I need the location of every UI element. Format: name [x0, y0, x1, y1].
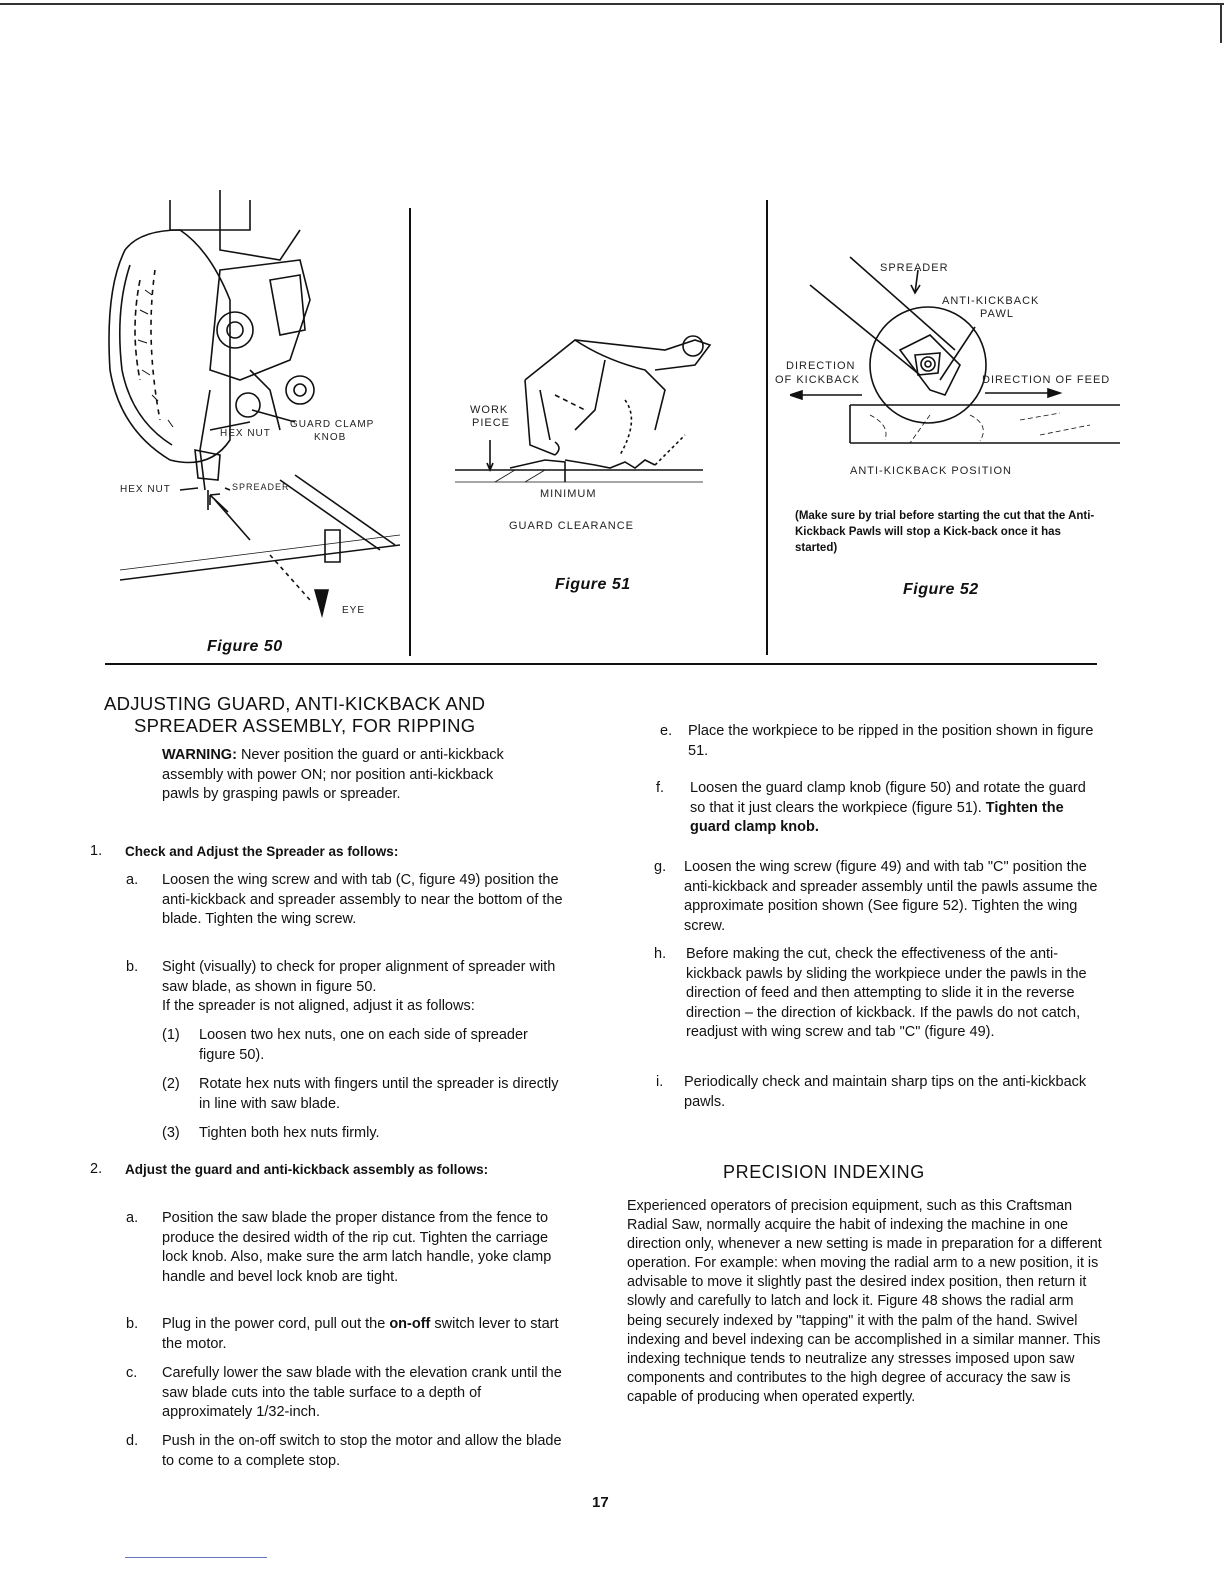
fig50-label-knob: KNOB [314, 432, 347, 443]
warning-text: Never position the guard or anti-kickback assembly with power ON; nor position anti-kickback pawls by grasping pawls or spreader. [162, 747, 504, 802]
precision-indexing-text: Experienced operators of precision equipment, such as this Craftsman Radial Saw, normally acquire the habit of indexing the machine in one direction only, whenever a new setting is made in preparation for a different operation. For example: when moving the radial arm to a new position, it is advisable to move it slightly past the desired index position, then return it slowly and carefully to latch and lock it. Figure 48 shows the radial arm being securely indexed by "tapping" it with the palm of the hand. Swivel indexing and bevel indexing can be accomplished in a similar manner. This indexing technique tends to neutralize any stresses imposed upon saw components and contributes to the high degree of accuracy the saw is capable of producing when operated expertly. [627, 1198, 1102, 1405]
fig52-label-spreader: SPREADER [880, 262, 949, 274]
step-2-number: 2. [90, 1161, 103, 1177]
section-heading-precision-indexing: PRECISION INDEXING [723, 1162, 925, 1182]
figure-50-caption: Figure 50 [207, 638, 283, 655]
step-f-mark: f. [656, 780, 665, 796]
fig50-label-spreader: SPREADER [232, 482, 290, 492]
step-g-text: Loosen the wing screw (figure 49) and with tab "C" position the anti-kickback and spreader assembly until the pawls assume the approximate position shown (See figure 52). Tighten the wing screw. [684, 859, 1098, 934]
fig51-label-minimum: MINIMUM [540, 488, 597, 500]
step-1b-text [162, 958, 566, 1017]
step-1b-mark: b. [126, 959, 139, 975]
right-border [1220, 3, 1222, 43]
fig51-label-guard-clearance: GUARD CLEARANCE [509, 520, 635, 532]
heading-line-2: SPREADER ASSEMBLY, FOR RIPPING [134, 715, 476, 736]
fig51-label-piece: PIECE [472, 417, 511, 429]
step-2c-mark: c. [126, 1365, 138, 1381]
step-2a-text: Position the saw blade the proper distance from the fence to produce the desired width of the rip cut. Tighten the carriage lock knob. Also, make sure the arm latch handle, yoke clamp handle and bevel lock knob are tight. [162, 1210, 552, 1285]
top-border [0, 3, 1224, 5]
step-2d-mark: d. [126, 1433, 139, 1449]
section-heading-adjusting-guard [104, 693, 574, 737]
step-1-number: 1. [90, 843, 103, 859]
step-1a-text: Loosen the wing screw and with tab (C, figure 49) position the anti-kickback and spreader assembly to near the bottom of the blade. Tighten the wing screw. [162, 872, 563, 927]
figure-52-caption: Figure 52 [903, 581, 979, 598]
fig50-label-hex-nut-outer: HEX NUT [120, 484, 171, 495]
step-2c-text: Carefully lower the saw blade with the elevation crank until the saw blade cuts into the table surface to a depth of approximately 1/32-inch. [162, 1365, 562, 1420]
fig50-label-hex-nut-inner: HEX NUT [220, 428, 271, 439]
step-h-mark: h. [654, 946, 667, 962]
step-1b-line-2: If the spreader is not aligned, adjust it as follows: [162, 998, 475, 1014]
fig52-label-direction-of-feed: DIRECTION OF FEED [982, 374, 1111, 386]
sub-2-text: Rotate hex nuts with fingers until the spreader is directly in line with saw blade. [199, 1076, 559, 1112]
figure-divider [766, 200, 768, 655]
fig52-label-anti-kickback: ANTI-KICKBACK [942, 295, 1040, 307]
step-g-mark: g. [654, 859, 667, 875]
step-2b-pre: Plug in the power cord, pull out the [162, 1316, 390, 1332]
fig52-note: (Make sure by trial before starting the cut that the Anti-Kickback Pawls will stop a Kick-back once it has started) [795, 510, 1095, 554]
step-2b-bold: on-off [389, 1316, 431, 1332]
step-2a-mark: a. [126, 1210, 139, 1226]
step-f-bold: Tighten the guard clamp knob. [690, 799, 1064, 835]
fig50-label-eye: EYE [342, 605, 366, 616]
step-i-mark: i. [656, 1074, 664, 1090]
sub-1-text: Loosen two hex nuts, one on each side of spreader figure 50). [199, 1027, 528, 1063]
page-number: 17 [592, 1494, 609, 1511]
fig52-label-position: ANTI-KICKBACK POSITION [850, 465, 1012, 477]
step-1-heading: Check and Adjust the Spreader as follows: [125, 844, 399, 859]
fig50-label-guard-clamp: GUARD CLAMP [290, 419, 375, 430]
sub-1-mark: (1) [162, 1027, 180, 1043]
sub-2-mark: (2) [162, 1076, 180, 1092]
step-2b-text [162, 1315, 566, 1354]
step-f-pre: Loosen the guard clamp knob (figure 50) and rotate the guard so that it just clears the workpiece (figure 51). [690, 780, 1086, 816]
figures-bottom-rule [105, 663, 1097, 665]
figure-51-caption: Figure 51 [555, 576, 631, 593]
step-1a-mark: a. [126, 872, 139, 888]
fig51-label-work: WORK [470, 404, 509, 416]
fig52-label-direction: DIRECTION [786, 360, 856, 372]
step-2-heading: Adjust the guard and anti-kickback assembly as follows: [125, 1162, 489, 1177]
sub-3-mark: (3) [162, 1125, 180, 1141]
step-2b-mark: b. [126, 1316, 139, 1332]
fig52-label-of-kickback: OF KICKBACK [775, 374, 860, 386]
warning-paragraph [162, 746, 520, 805]
step-h-text: Before making the cut, check the effectiveness of the anti-kickback pawls by sliding the workpiece under the pawls in the direction of feed and then attempting to slide it in the reverse direction – the direction of kickback. If the pawls do not catch, readjust with wing screw and tab "C" (figure 49). [686, 946, 1087, 1040]
figure-52-illustration [790, 255, 1120, 455]
heading-line-1: ADJUSTING GUARD, ANTI-KICKBACK AND [104, 693, 486, 714]
step-e-text: Place the workpiece to be ripped in the position shown in figure 51. [688, 723, 1094, 759]
step-f-text [690, 779, 1096, 838]
fig52-label-pawl: PAWL [980, 308, 1014, 320]
sub-3-text: Tighten both hex nuts firmly. [199, 1125, 380, 1141]
figure-50-illustration [100, 190, 405, 620]
step-1b-line-1: Sight (visually) to check for proper alignment of spreader with saw blade, as shown in figure 50. [162, 959, 556, 995]
step-i-text: Periodically check and maintain sharp tips on the anti-kickback pawls. [684, 1074, 1087, 1110]
figure-divider [409, 208, 411, 656]
footer-line [125, 1557, 267, 1558]
step-e-mark: e. [660, 723, 673, 739]
step-2d-text: Push in the on-off switch to stop the motor and allow the blade to come to a complete stop. [162, 1433, 562, 1469]
warning-label: WARNING: [162, 747, 237, 763]
step-2b-post: switch lever to start the motor. [162, 1316, 559, 1352]
